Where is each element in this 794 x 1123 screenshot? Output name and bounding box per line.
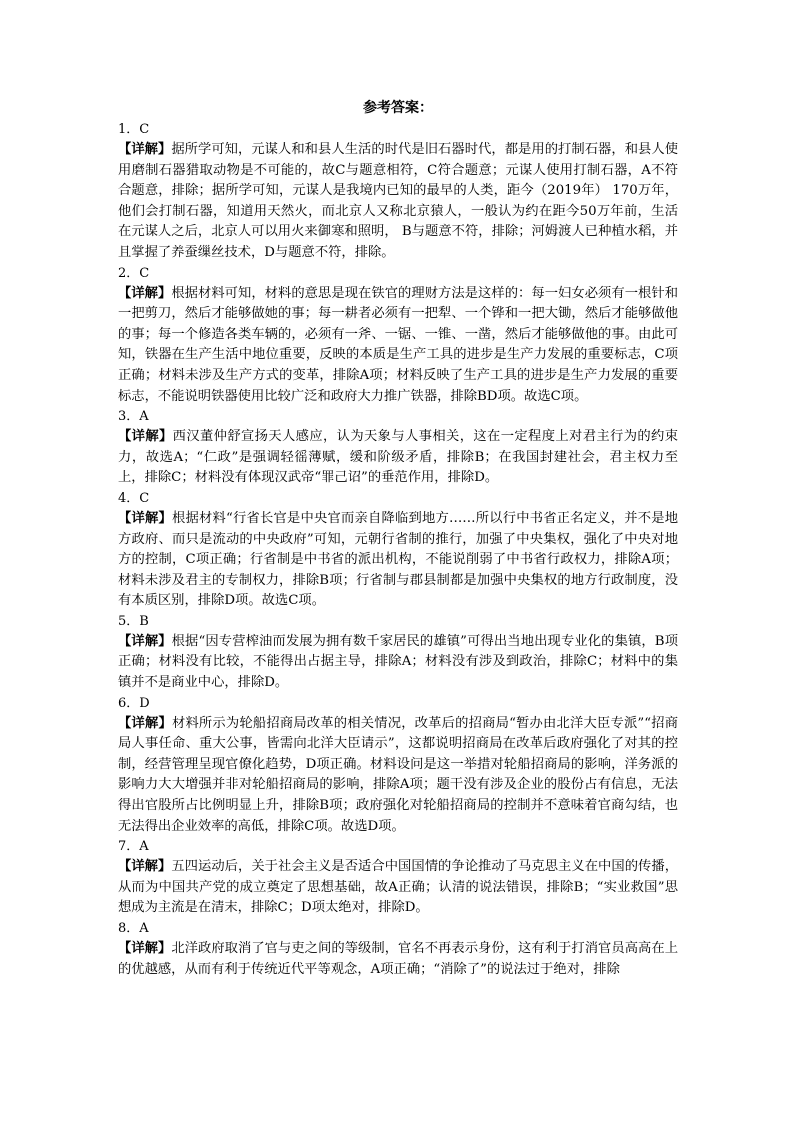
answer-7: [118, 837, 678, 919]
explanation-text: 根据材料可知，材料的意思是现在铁官的理财方法是这样的：每一妇女必须有一根针和一把剪刀，然后才能够做她的事；每一耕者必须有一把犁、一个铧和一把大锄，然后才能够做他的事；每一个修造各类车辆的，必须有一斧、一锯、一锥、一凿，然后才能够做他的事。由此可知，铁器在生产生活中地位重要，反映的本质是生产工具的进步是生产力发展的重要标志，C项正确；材料未涉及生产方式的变革，排除A项；材料反映了生产工具的进步是生产力发展的重要标志，不能说明铁器使用比较广泛和政府大力推广铁器，排除BD项。故选C项。: [118, 285, 679, 404]
explanation: [118, 427, 678, 489]
detail-tag: 【详解】: [118, 941, 172, 956]
question-number: 2．C: [118, 265, 150, 281]
explanation-text: 据所学可知，元谋人和和县人生活的时代是旧石器时代，都是用的打制石器，和县人使用磨制石器猎取动物是不可能的，故C与题意相符，C符合题意；元谋人使用打制石器，A不符合题意，排除；据所学可知，元谋人是我境内已知的最早的人类，距今（2019年） 170万年，他们会打制石器，知道用天然火，而北京人又称北京猿人，一般认为约在距今50万年前，生活在元谋人之后，北京人可以用火来御寒和照明， B与题意不符，排除；河姆渡人已种植水稻，并且掌握了养蚕缫丝技术，D与题意不符，排除。: [118, 142, 679, 260]
detail-tag: 【详解】: [118, 633, 172, 649]
explanation: [118, 140, 678, 264]
answer-5: [118, 612, 678, 694]
detail-tag: 【详解】: [118, 510, 172, 526]
explanation: [118, 284, 678, 408]
question-number: 3．A: [118, 409, 149, 425]
explanation: [118, 509, 678, 612]
answer-sheet: [118, 98, 678, 980]
explanation: [118, 714, 678, 838]
explanation-text: 根据材料“行省长官是中央官而亲自降临到地方……所以行中书省正名定义，并不是地方政府、而只是流动的中央政府”可知，元朝行省制的推行，加强了中央集权，强化了中央对地方的控制，C项正确；行省制是中书省的派出机构，不能说削弱了中书省行政权力，排除A项；材料未涉及君主的专制权力，排除B项；行省制与郡县制都是加强中央集权的地方行政制度，没有本质区别，排除D项。故选C项。: [118, 510, 679, 609]
explanation: [118, 857, 678, 919]
answer-2: [118, 264, 678, 408]
answer-3: [118, 407, 678, 489]
explanation-text: 材料所示为轮船招商局改革的相关情况，改革后的招商局“暂办由北洋大臣专派”“招商局人事任命、重大公事，皆需向北洋大臣请示”，这都说明招商局在改革后政府强化了对其的控制，经营管理呈现官僚化趋势，D项正确。材料设问是这一举措对轮船招商局的影响，洋务派的影响力大大增强并非对轮船招商局的影响，排除A项；题干没有涉及企业的股份占有信息，无法得出官股所占比例明显上升，排除B项；政府强化对轮船招商局的控制并不意味着官商勾结，也无法得出企业效率的高低，排除C项。故选D项。: [118, 715, 678, 834]
explanation: [118, 632, 678, 694]
answer-8: [118, 919, 678, 980]
explanation-text: 根据“因专营榨油而发展为拥有数千家居民的雄镇”可得出当地出现专业化的集镇，B项正确；材料没有比较，不能得出占据主导，排除A；材料没有涉及到政治，排除C；材料中的集镇并不是商业中心，排除D。: [118, 633, 678, 691]
detail-tag: 【详解】: [118, 429, 173, 445]
detail-tag: 【详解】: [118, 142, 172, 157]
detail-tag: 【详解】: [118, 859, 172, 875]
question-number: 5．B: [118, 613, 149, 629]
explanation-text: 五四运动后，关于社会主义是否适合中国国情的争论推动了马克思主义在中国的传播，从而为中国共产党的成立奠定了思想基础，故A正确；认清的说法错误，排除B；“实业救国”思想成为主流是在清末，排除C；D项太绝对，排除D。: [118, 859, 679, 916]
answer-4: [118, 489, 678, 612]
explanation: [118, 939, 678, 980]
answer-1: [118, 120, 678, 264]
detail-tag: 【详解】: [118, 285, 172, 301]
detail-tag: 【详解】: [118, 715, 172, 731]
explanation-text: 北洋政府取消了官与吏之间的等级制，官名不再表示身份，这有利于打消官员高高在上的优越感，从而有利于传统近代平等观念，A项正确；“消除了”的说法过于绝对，排除: [118, 941, 679, 977]
page-title: 参考答案：: [363, 100, 433, 116]
explanation-text: 西汉董仲舒宣扬天人感应，认为天象与人事相关，这在一定程度上对君主行为的约束力，故选A；“仁政”是强调轻徭薄赋，缓和阶级矛盾，排除B；在我国封建社会，君主权力至上，排除C；材料没有体现汉武帝“罪己诏”的垂范作用，排除D。: [118, 429, 679, 486]
question-number: 7．A: [118, 839, 149, 855]
question-number: 1．C: [118, 122, 150, 137]
question-number: 6．D: [118, 695, 150, 711]
question-number: 4．C: [118, 490, 150, 506]
answer-6: [118, 694, 678, 838]
question-number: 8．A: [118, 921, 149, 936]
